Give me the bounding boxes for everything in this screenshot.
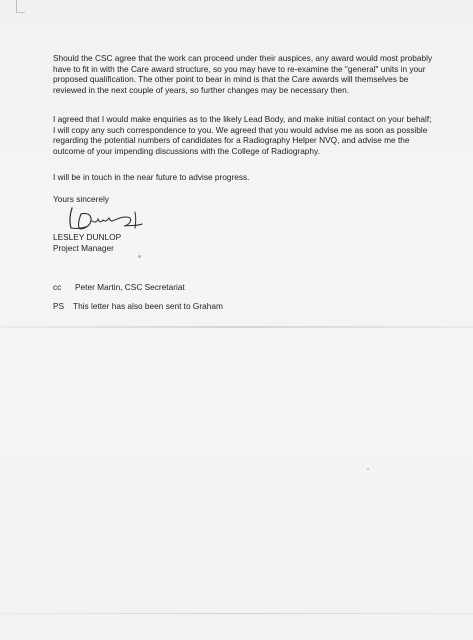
ps-note: This letter has also been sent to Graham [73,301,223,311]
handwritten-signature [66,204,156,234]
cc-label: cc [53,282,62,292]
binder-mark [16,0,25,13]
paper-speck [367,468,369,470]
signer-name: LESLEY DUNLOP [53,232,122,242]
paragraph-progress: I will be in touch in the near future to advise progress. [53,172,250,182]
signer-title: Project Manager [53,242,114,253]
signer-block [53,232,121,253]
paragraph-care-award: Should the CSC agree that the work can proceed under their auspices, any award would most probably have to fit in with the Care award structure, so you may have to re-examine the "general" units in your proposed qualification. The other point to bear in mind is that the Care awards will themselves be reviewed in the next couple of years, so further changes may be necessary then. [53,53,433,96]
closing-salutation: Yours sincerely [53,194,109,204]
cc-recipient: Peter Martin, CSC Secretariat [75,282,185,292]
paper-speck [138,255,141,258]
ps-label: PS [53,301,65,311]
fold-crease-lower [0,613,473,614]
fold-crease [0,326,473,328]
paragraph-lead-body: I agreed that I would make enquiries as to the likely Lead Body, and make initial contact on your behalf; I will copy any such correspondence to you. We agreed that you would advise me as soon as possible regarding the potential numbers of candidates for a Radiography Helper NVQ, and advise me the outcome of your impending discussions with the College of Radiography. [53,114,432,157]
